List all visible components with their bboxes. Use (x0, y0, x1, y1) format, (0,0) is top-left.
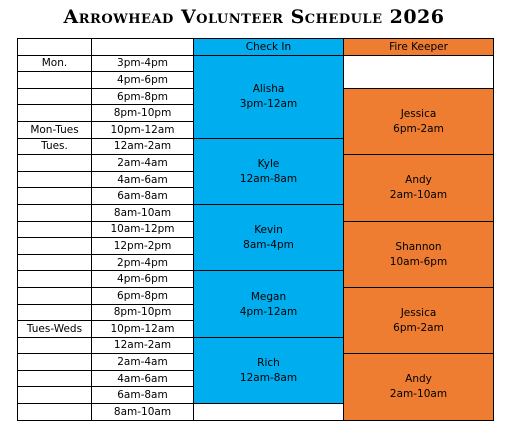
shift-time: 12am-8am (239, 371, 298, 384)
fire-keeper-shift (344, 155, 494, 221)
fire-keeper-shift (344, 287, 494, 353)
shift-time: 3pm-12am (239, 98, 298, 111)
fire-keeper-shift (344, 354, 494, 420)
time-slot: 8pm-10pm (92, 304, 194, 321)
volunteer-name: Megan (250, 290, 287, 303)
fire-keeper-empty (344, 55, 494, 88)
fire-keeper-shift (344, 221, 494, 287)
shift-time: 2am-10am (389, 189, 448, 202)
time-slot: 12pm-2pm (92, 238, 194, 255)
day-label-empty (18, 88, 92, 105)
table-row (18, 55, 494, 72)
day-label-empty (18, 287, 92, 304)
shift-time: 6pm-2am (393, 322, 444, 335)
time-slot: 4pm-6pm (92, 72, 194, 89)
time-slot: 8am-10am (92, 404, 194, 421)
header-day-cell (18, 39, 92, 56)
day-label-empty (18, 221, 92, 238)
volunteer-name: Jessica (400, 107, 437, 120)
volunteer-name: Andy (405, 373, 432, 386)
day-label-empty (18, 105, 92, 122)
day-label-empty (18, 155, 92, 172)
time-slot: 2am-4am (92, 155, 194, 172)
time-slot: 6am-8am (92, 387, 194, 404)
check-in-empty (194, 404, 344, 421)
shift-time: 6pm-2am (393, 122, 444, 135)
check-in-shift (194, 55, 344, 138)
time-slot: 6am-8am (92, 188, 194, 205)
day-label-empty (18, 387, 92, 404)
shift-time: 10am-6pm (389, 255, 448, 268)
volunteer-name: Alisha (252, 83, 285, 96)
shift-time: 2am-10am (389, 388, 448, 401)
time-slot: 3pm-4pm (92, 55, 194, 72)
shift-time: 8am-4pm (243, 239, 294, 252)
day-label-empty (18, 370, 92, 387)
day-label-empty (18, 204, 92, 221)
time-slot: 10am-12pm (92, 221, 194, 238)
header-fire-keeper: Fire Keeper (344, 39, 494, 56)
check-in-shift (194, 138, 344, 204)
day-label: Tues. (18, 138, 92, 155)
check-in-shift (194, 337, 344, 403)
check-in-shift (194, 271, 344, 337)
day-label: Mon. (18, 55, 92, 72)
time-slot: 10pm-12am (92, 321, 194, 338)
shift-time: 4pm-12am (239, 305, 298, 318)
time-slot: 8am-10am (92, 204, 194, 221)
volunteer-name: Shannon (395, 240, 442, 253)
time-slot: 2am-4am (92, 354, 194, 371)
time-slot: 8pm-10pm (92, 105, 194, 122)
page-title: Arrowhead Volunteer Schedule 2026 (63, 6, 445, 28)
time-slot: 6pm-8pm (92, 88, 194, 105)
day-label-empty (18, 238, 92, 255)
day-label-empty (18, 188, 92, 205)
day-label-empty (18, 72, 92, 89)
time-slot: 12am-2am (92, 138, 194, 155)
volunteer-name: Jessica (400, 307, 437, 320)
time-slot: 4pm-6pm (92, 271, 194, 288)
time-slot: 12am-2am (92, 337, 194, 354)
time-slot: 10pm-12am (92, 121, 194, 138)
time-slot: 2pm-4pm (92, 254, 194, 271)
shift-time: 12am-8am (239, 172, 298, 185)
header-check-in: Check In (194, 39, 344, 56)
volunteer-name: Kevin (254, 224, 283, 237)
day-label-empty (18, 304, 92, 321)
day-label: Tues-Weds (18, 321, 92, 338)
day-label-empty (18, 271, 92, 288)
day-label-empty (18, 254, 92, 271)
volunteer-name: Andy (405, 174, 432, 187)
day-label: Mon-Tues (18, 121, 92, 138)
fire-keeper-shift (344, 88, 494, 154)
time-slot: 6pm-8pm (92, 287, 194, 304)
check-in-shift (194, 204, 344, 270)
header-time-cell (92, 39, 194, 56)
volunteer-name: Rich (257, 356, 280, 369)
day-label-empty (18, 404, 92, 421)
day-label-empty (18, 337, 92, 354)
volunteer-name: Kyle (257, 157, 280, 170)
day-label-empty (18, 171, 92, 188)
schedule-table (17, 38, 494, 421)
header-row (18, 39, 494, 56)
day-label-empty (18, 354, 92, 371)
time-slot: 4am-6am (92, 171, 194, 188)
time-slot: 4am-6am (92, 370, 194, 387)
